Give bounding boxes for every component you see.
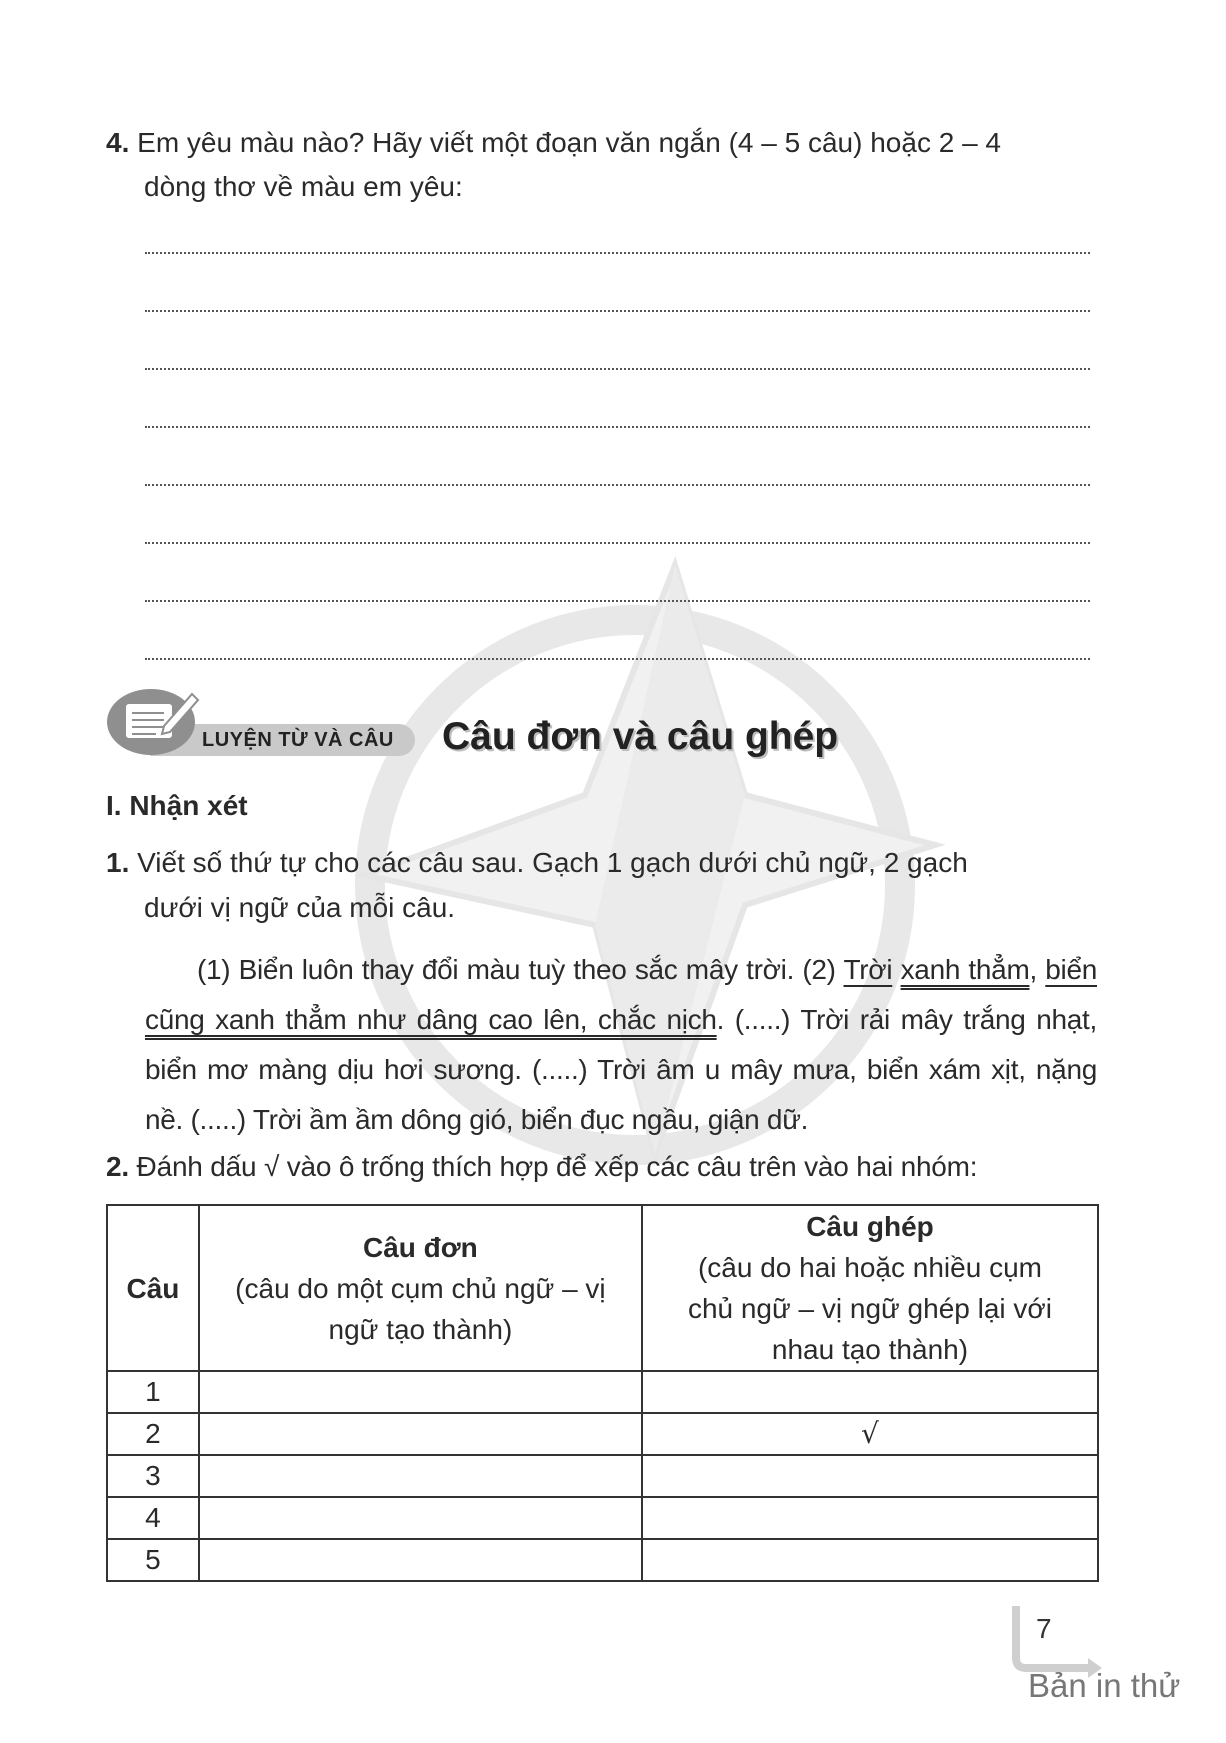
- question-text-continued: dưới vị ngữ của mỗi câu.: [144, 892, 456, 923]
- question-4: [106, 121, 1106, 209]
- reading-passage: [145, 945, 1097, 1145]
- table-row: [107, 1539, 1098, 1581]
- cau-don-cell[interactable]: [199, 1497, 642, 1539]
- section-title: Câu đơn và câu ghép: [442, 715, 839, 758]
- row-number: 5: [107, 1539, 199, 1581]
- header-cau-don: [199, 1205, 642, 1371]
- question-number: 4.: [106, 127, 130, 158]
- passage-sentence: (1) Biển luôn thay đổi màu tuỳ theo sắc mây trời. (2): [197, 954, 844, 985]
- cau-ghep-cell[interactable]: [642, 1539, 1098, 1581]
- cau-ghep-cell[interactable]: [642, 1455, 1098, 1497]
- question-1: [106, 840, 1102, 930]
- table-row: [107, 1413, 1098, 1455]
- header-label: Câu ghép: [806, 1211, 934, 1242]
- cau-don-cell[interactable]: [199, 1455, 642, 1497]
- draft-label: Bản in thử: [1028, 1667, 1181, 1704]
- predicate-double-underline: xanh thẳm: [900, 954, 1030, 985]
- cau-ghep-cell[interactable]: [642, 1371, 1098, 1413]
- row-number: 4: [107, 1497, 199, 1539]
- predicate-double-underline: cũng xanh thẳm như dâng cao lên, chắc nịch: [145, 1004, 717, 1035]
- classification-table: [106, 1204, 1099, 1582]
- answer-line[interactable]: [145, 600, 1090, 602]
- table-row: [107, 1497, 1098, 1539]
- answer-line[interactable]: [145, 252, 1090, 254]
- row-number: 2: [107, 1413, 199, 1455]
- cau-ghep-cell[interactable]: [642, 1497, 1098, 1539]
- question-2: [106, 1147, 1106, 1187]
- part-heading: I. Nhận xét: [106, 790, 248, 821]
- question-text: Đánh dấu √ vào ô trống thích hợp để xếp các câu trên vào hai nhóm:: [136, 1151, 978, 1182]
- cau-don-cell[interactable]: [199, 1539, 642, 1581]
- passage-space: [892, 954, 900, 985]
- answer-line[interactable]: [145, 542, 1090, 544]
- header-cau-ghep: [642, 1205, 1098, 1371]
- answer-line[interactable]: [145, 310, 1090, 312]
- answer-line[interactable]: [145, 368, 1090, 370]
- question-number: 2.: [106, 1151, 129, 1182]
- table-row: [107, 1371, 1098, 1413]
- section-label: LUYỆN TỪ VÀ CÂU: [150, 724, 415, 756]
- page-number: 7: [1036, 1613, 1052, 1644]
- answer-line[interactable]: [145, 658, 1090, 660]
- passage-punctuation: ,: [1029, 954, 1037, 985]
- header-label: Câu: [126, 1272, 180, 1304]
- header-cau: [107, 1205, 199, 1371]
- header-description: (câu do một cụm chủ ngữ – vị ngữ tạo thành): [235, 1272, 606, 1345]
- question-number: 1.: [106, 847, 130, 878]
- row-number: 1: [107, 1371, 199, 1413]
- header-label: Câu đơn: [363, 1231, 478, 1263]
- row-number: 3: [107, 1455, 199, 1497]
- cau-don-cell[interactable]: [199, 1371, 642, 1413]
- answer-line[interactable]: [145, 484, 1090, 486]
- cau-ghep-cell[interactable]: √: [642, 1413, 1098, 1455]
- subject-underline: biển: [1045, 954, 1098, 985]
- cau-don-cell[interactable]: [199, 1413, 642, 1455]
- table-row: [107, 1455, 1098, 1497]
- question-text: Viết số thứ tự cho các câu sau. Gạch 1 gạch dưới chủ ngữ, 2 gạch: [137, 847, 968, 878]
- passage-sentence: . (.....) Trời rải mây trắng nhạt, biển mơ màng dịu hơi sương. (.....) Trời âm u mây mưa, biển xám xịt, nặng nề. (.....) Trời ầm ầm dông gió, biển đục ngầu, giận dữ.: [145, 1004, 1097, 1135]
- answer-line[interactable]: [145, 426, 1090, 428]
- notebook-pencil-icon: [106, 686, 206, 756]
- question-text-continued: dòng thơ về màu em yêu:: [144, 171, 463, 202]
- table-header-row: [107, 1205, 1098, 1371]
- header-description: (câu do hai hoặc nhiều cụm chủ ngữ – vị ngữ ghép lại với nhau tạo thành): [687, 1252, 1052, 1365]
- question-text: Em yêu màu nào? Hãy viết một đoạn văn ngắn (4 – 5 câu) hoặc 2 – 4: [137, 127, 1001, 158]
- subject-underline: Trời: [843, 954, 893, 985]
